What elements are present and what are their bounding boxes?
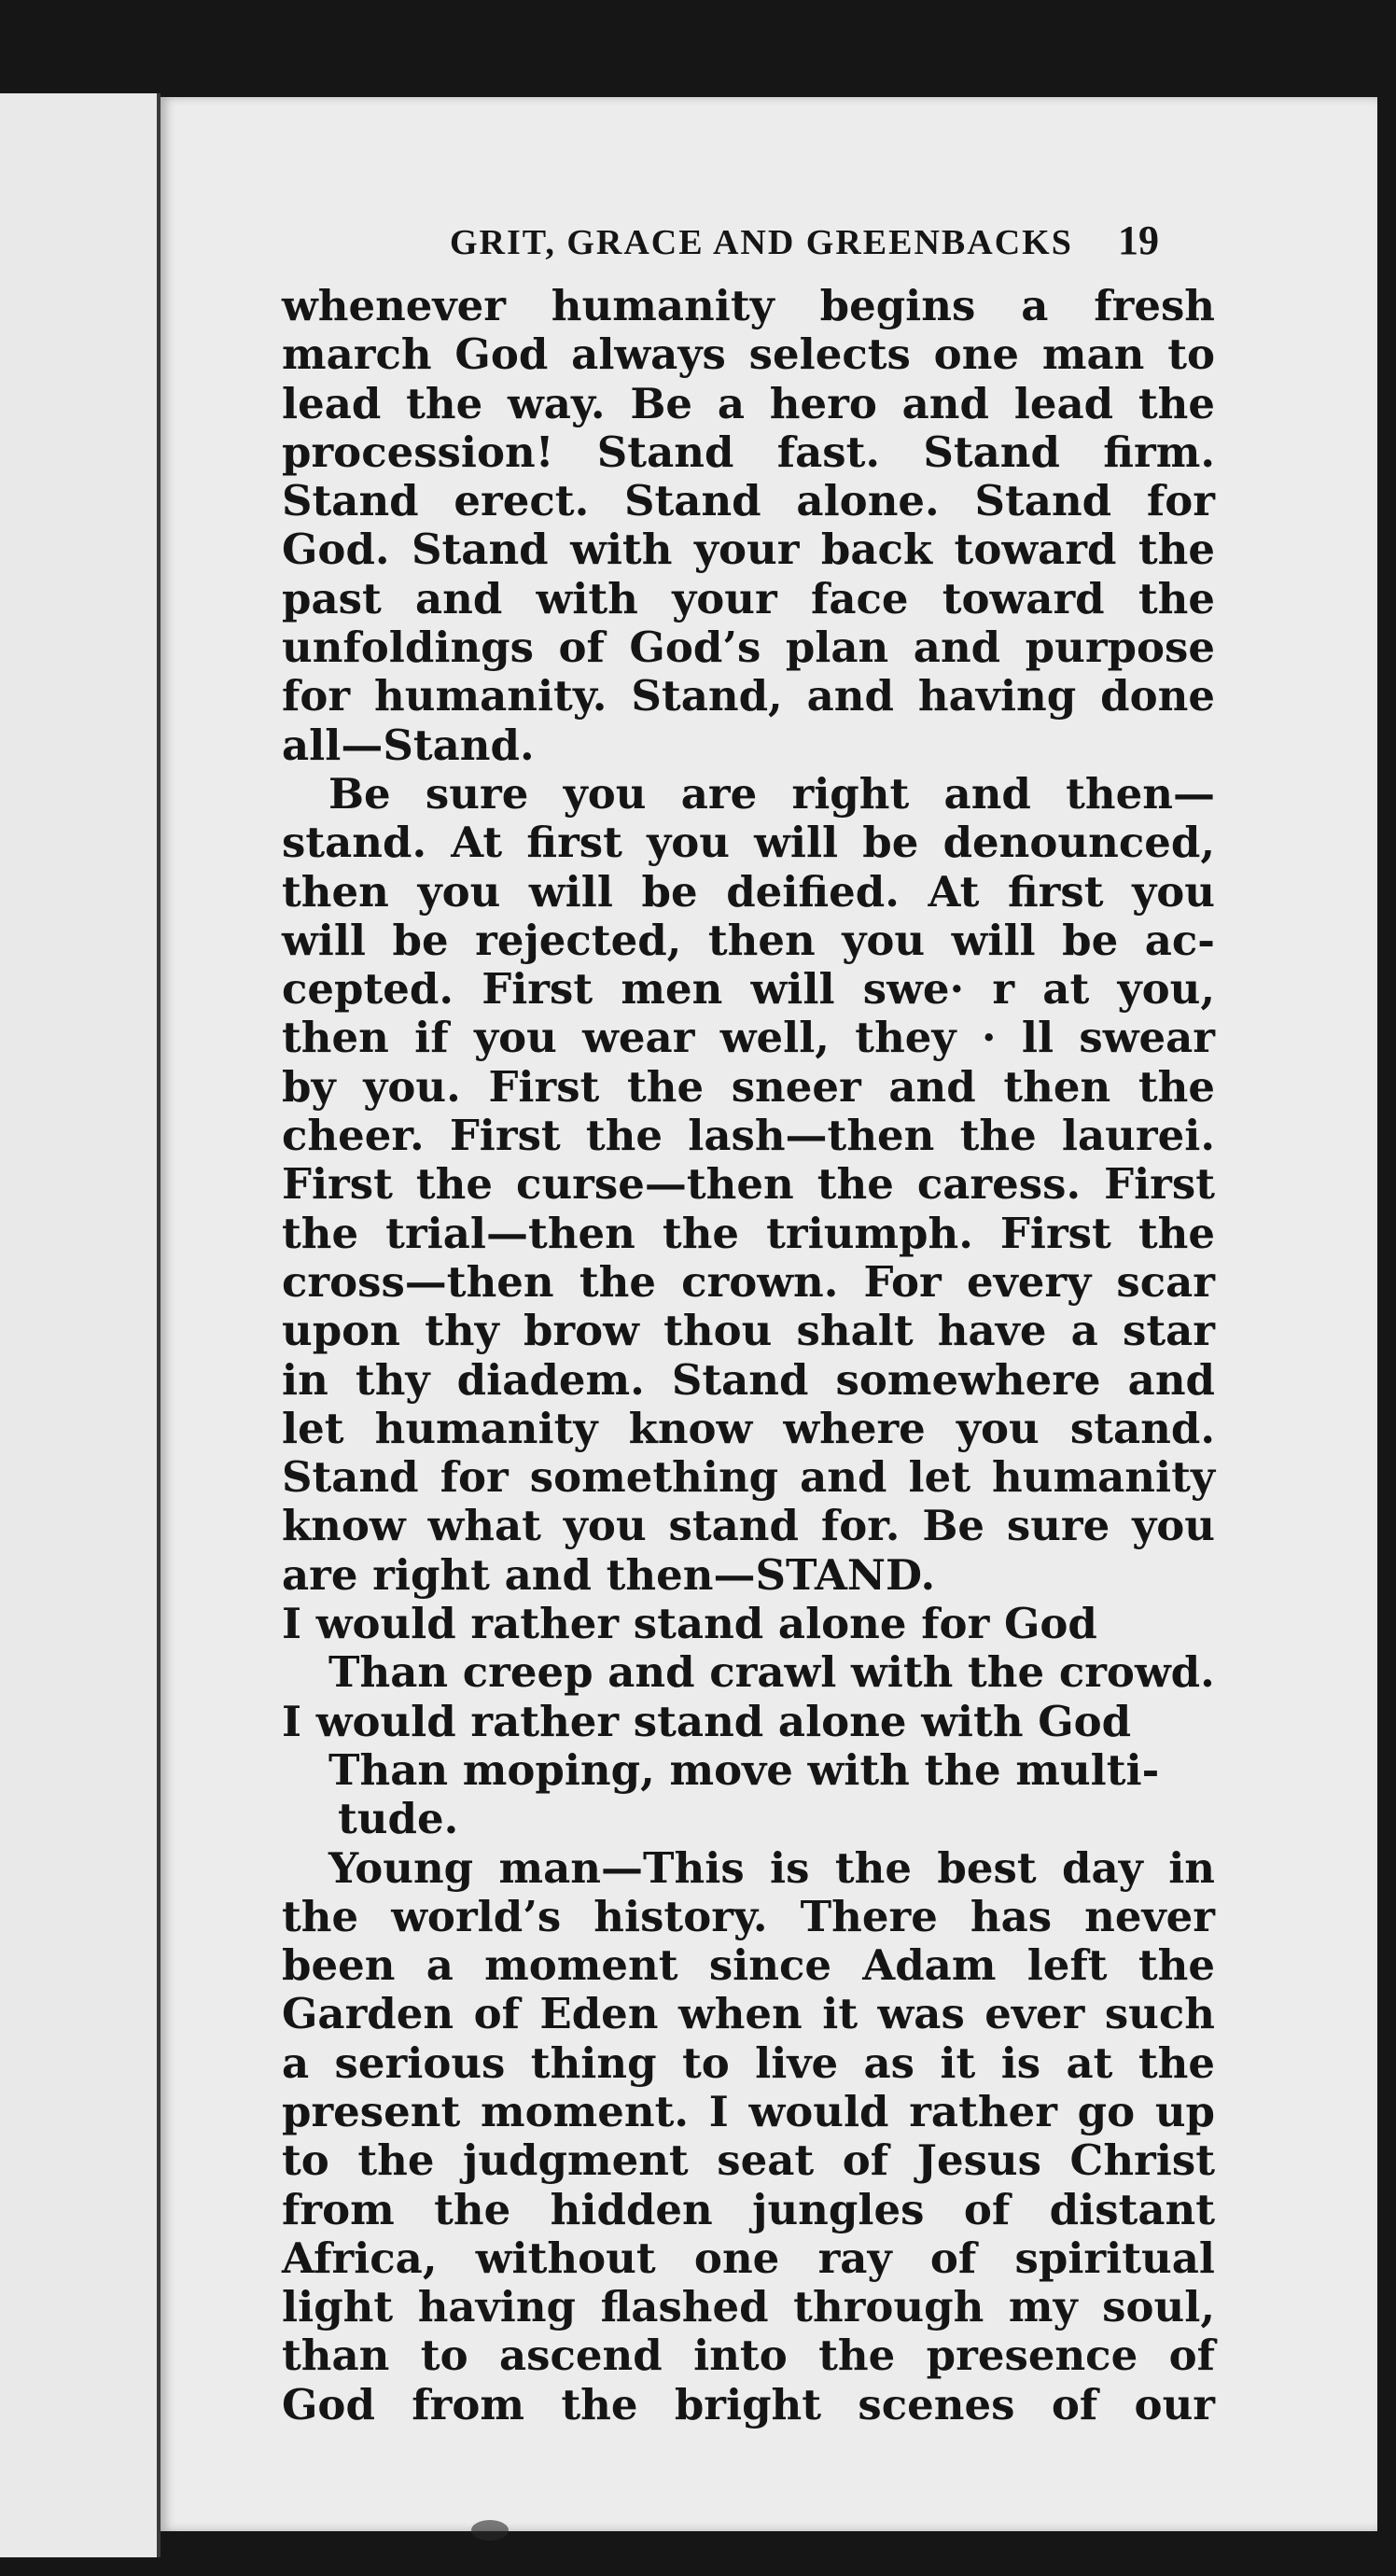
text-line: a serious thing to live as it is at the	[282, 2037, 1215, 2088]
text-line: stand. At first you will be denounced,	[282, 818, 1215, 868]
page-number: 19	[1118, 217, 1159, 263]
text-line: cross—then the crown. For every scar	[282, 1256, 1215, 1307]
book-page	[161, 97, 1377, 2531]
text-line: Garden of Eden when it was ever such	[282, 1989, 1215, 2039]
text-line: Young man—This is the best day in	[328, 1842, 1215, 1893]
text-line: God. Stand with your back toward the	[282, 525, 1215, 575]
left-page-edge	[0, 93, 161, 2557]
text-line: light having flashed through my soul,	[282, 2282, 1215, 2332]
text-line: the world’s history. There has never	[282, 1891, 1215, 1941]
text-line: Be sure you are right and then—	[328, 768, 1215, 819]
text-line: unfoldings of God’s plan and purpose	[282, 623, 1215, 673]
text-line: from the hidden jungles of distant	[282, 2184, 1215, 2234]
text-line: First the curse—then the caress. First	[282, 1159, 1215, 1210]
running-title: GRIT, GRACE AND GREENBACKS	[450, 223, 1073, 262]
text-line: upon thy brow thou shalt have a star	[282, 1306, 1215, 1356]
text-line: Stand erect. Stand alone. Stand for	[282, 476, 1215, 526]
text-line: Stand for something and let humanity	[282, 1452, 1215, 1503]
text-line: than to ascend into the presence of	[282, 2331, 1215, 2381]
verse-line: Than creep and crawl with the crowd.	[328, 1647, 1215, 1698]
text-line: procession! Stand fast. Stand firm.	[282, 427, 1215, 477]
ink-blot	[471, 2520, 509, 2541]
text-line: let humanity know where you stand.	[282, 1403, 1215, 1453]
page-body	[282, 282, 1215, 2429]
text-line: whenever humanity begins a fresh	[282, 281, 1215, 330]
page-text	[161, 97, 1377, 2531]
running-head	[450, 217, 1159, 264]
text-line: will be rejected, then you will be ac-	[282, 915, 1215, 965]
text-line: in thy diadem. Stand somewhere and	[282, 1354, 1215, 1405]
text-line: present moment. I would rather go up	[282, 2086, 1215, 2136]
verse-line: I would rather stand alone with God	[282, 1696, 1132, 1746]
verse-line: Than moping, move with the multi-	[328, 1744, 1160, 1795]
text-line: to the judgment seat of Jesus Christ	[282, 2135, 1215, 2186]
text-line: then if you wear well, they · ll swear	[282, 1013, 1215, 1063]
text-line: the trial—then the triumph. First the	[282, 1208, 1215, 1258]
text-line: all—Stand.	[282, 720, 535, 770]
text-line: been a moment since Adam left the	[282, 1940, 1215, 1991]
text-line: cheer. First the lash—then the laurei.	[282, 1111, 1215, 1161]
text-line: God from the bright scenes of our	[282, 2379, 1215, 2429]
text-line: by you. First the sneer and then the	[282, 1061, 1215, 1112]
verse-line: tude.	[338, 1794, 459, 1844]
text-line: for humanity. Stand, and having done	[282, 671, 1215, 721]
text-line: are right and then—STAND.	[282, 1549, 936, 1600]
text-line: lead the way. Be a hero and lead the	[282, 378, 1215, 428]
verse-line: I would rather stand alone for God	[282, 1599, 1097, 1649]
text-line: Africa, without one ray of spiritual	[282, 2233, 1215, 2283]
text-line: know what you stand for. Be sure you	[282, 1501, 1215, 1551]
text-line: cepted. First men will swe· r at you,	[282, 964, 1215, 1015]
text-line: march God always selects one man to	[282, 329, 1215, 380]
text-line: past and with your face toward the	[282, 573, 1215, 623]
text-line: then you will be deified. At first you	[282, 866, 1215, 917]
